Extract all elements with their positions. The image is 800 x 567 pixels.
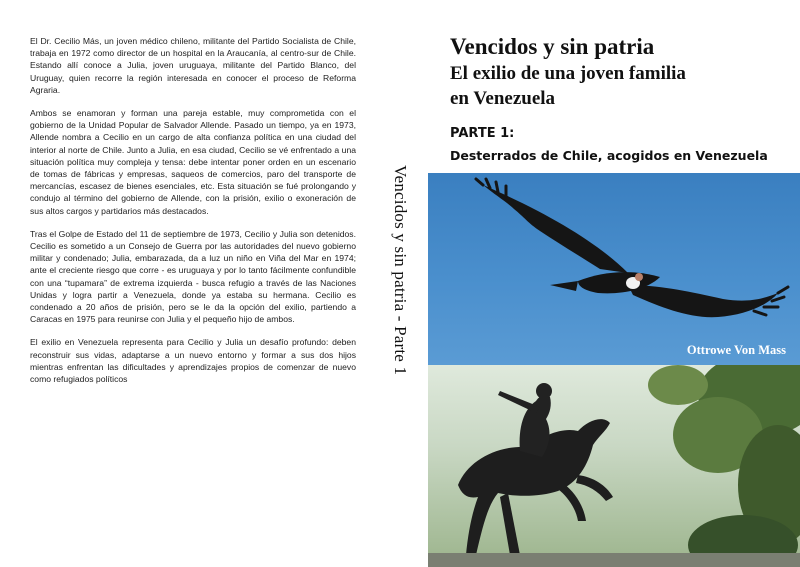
author-name: Ottrowe Von Mass xyxy=(686,343,786,357)
back-cover-synopsis xyxy=(30,35,356,396)
book-subtitle-line-1: El exilio de una joven familia xyxy=(450,63,686,84)
synopsis-paragraph-2: Ambos se enamoran y forman una pareja estable, muy comprometida con el gobierno de la Unidad Popular de Salvador Allende. Pasado un tiempo, ya en 1973, Allende nombra a Cecilio en un cargo de alta confianza política en una ciudad del interior al norte de Chile. Junto a Julia, en esa ciudad, Cecilio se vé enfrentado a una situación política muy compleja y tensa: debe intentar poner orden en un escenario de tomas de fábricas y empresas, saqueos de comercios, paro del transporte de mercancías, escasez de bienes esenciales, etc. Esta situación se fué prolongando y condujo al término del gobierno de Allende, con la prisión, exilio o exoneración de sus altos cargos y partidarios más destacados. xyxy=(30,108,356,216)
book-subtitle-line-2: en Venezuela xyxy=(450,88,556,109)
title-block xyxy=(450,32,790,111)
bird-icon xyxy=(428,173,800,365)
book-spine xyxy=(372,0,428,567)
synopsis-paragraph-3: Tras el Golpe de Estado del 11 de septiembre de 1973, Cecilio y Julia son detenidos. Cecilio es sometido a un Consejo de Guerra por las autoridades del nuevo gobierno militar y condenado; Julia, embarazada, da a luz un niño en Viña del Mar en 1974; ante el creciente riesgo que corre - es uruguaya y por lo tanto fácilmente confundible con una “tupamara” de extrema izquierda - busca refugio a través de las Naciones Unidas y logra partir a Venezuela, donde ya estaba su hermana. Cecilio es condenado a 20 años de prisión, pero se le da la opción del exilio, partiendo a Caracas en 1975 para reunirse con Julia y el pequeño hijo de ambos. xyxy=(30,228,356,325)
condor-photo xyxy=(428,173,800,365)
part-label: PARTE 1: xyxy=(450,126,515,141)
spine-title: Vencidos y sin patria - Parte 1 xyxy=(391,165,410,376)
book-title: Vencidos y sin patria xyxy=(450,34,655,59)
statue-icon xyxy=(428,365,800,567)
synopsis-paragraph-1: El Dr. Cecilio Más, un joven médico chileno, militante del Partido Socialista de Chile, trabaja en 1972 como director de un hospital en la Araucanía, al centro-sur de Chile. Estando allí conoce a Julia, joven uruguaya, militante del Partido Blanco, del Uruguay, quien recorre la región interesada en conocer el proceso de Reforma Agraria. xyxy=(30,36,356,95)
statue-photo xyxy=(428,365,800,567)
synopsis-paragraph-4: El exilio en Venezuela representa para Cecilio y Julia un desafío profundo: deben reconstruir sus vidas, adaptarse a un nuevo entorno y formar a sus dos hijos mientras enfrentan las dificultades y aprendizajes propios de comenzar de nuevo como refugiados políticos xyxy=(30,337,356,385)
back-cover xyxy=(0,0,372,567)
front-cover xyxy=(428,0,800,567)
part-title: Desterrados de Chile, acogidos en Venezuela xyxy=(450,148,768,163)
